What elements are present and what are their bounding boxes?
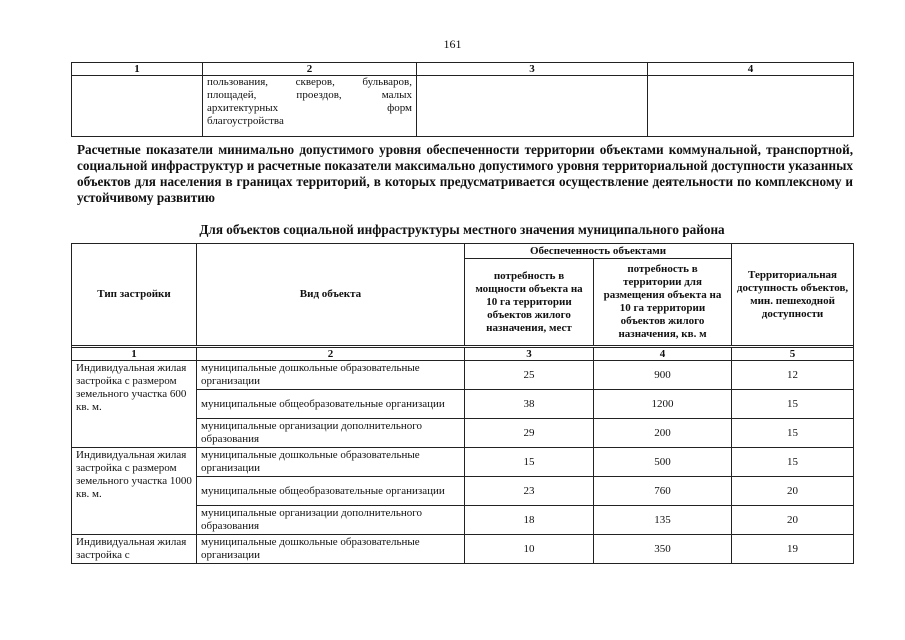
column-number: 3 — [465, 348, 594, 361]
section-heading: Расчетные показатели минимально допустимого уровня обеспеченности территории объектами коммунальной, транспортной, социальной инфраструктур и расчетные показатели максимально допустимого уровня территориальной доступности указанных объектов для населения в границах территорий, в которых предусматривается осуществление деятельности по комплексному и устойчивому развитию — [77, 142, 853, 205]
object-type-cell: муниципальные дошкольные образовательные организации — [197, 535, 465, 564]
capacity-cell: 10 — [465, 535, 594, 564]
area-cell: 200 — [594, 419, 732, 448]
continuation-table — [71, 62, 854, 137]
column-number-row — [72, 348, 854, 361]
column-number: 5 — [732, 348, 854, 361]
area-cell: 900 — [594, 361, 732, 390]
capacity-cell: 18 — [465, 506, 594, 535]
access-cell: 20 — [732, 477, 854, 506]
object-type-cell: муниципальные дошкольные образовательные организации — [197, 361, 465, 390]
header-access: Территориальная доступность объектов, мин. пешеходной доступности — [732, 244, 854, 346]
empty-cell — [417, 76, 648, 137]
text-line: архитектурных форм — [207, 102, 412, 114]
capacity-cell: 23 — [465, 477, 594, 506]
text-line: площадей, проездов, малых — [207, 89, 412, 101]
area-cell: 500 — [594, 448, 732, 477]
capacity-cell: 38 — [465, 390, 594, 419]
continuation-row — [72, 76, 854, 137]
table-row — [72, 448, 854, 477]
building-type-cell: Индивидуальная жилая застройка с — [72, 535, 197, 564]
column-number: 1 — [72, 63, 203, 76]
header-object: Вид объекта — [197, 244, 465, 346]
capacity-cell: 15 — [465, 448, 594, 477]
column-number: 4 — [648, 63, 854, 76]
text-line: пользования, скверов, бульваров, — [207, 76, 412, 88]
column-number: 2 — [197, 348, 465, 361]
access-cell: 15 — [732, 390, 854, 419]
area-cell: 350 — [594, 535, 732, 564]
building-type-cell: Индивидуальная жилая застройка с размером земельного участка 600 кв. м. — [72, 361, 197, 448]
table-title: Для объектов социальной инфраструктуры местного значения муниципального района — [199, 222, 725, 237]
column-number: 3 — [417, 63, 648, 76]
access-cell: 15 — [732, 448, 854, 477]
access-cell: 15 — [732, 419, 854, 448]
object-type-cell: муниципальные организации дополнительного образования — [197, 506, 465, 535]
header-capacity: потребность в мощности объекта на 10 га территории объектов жилого назначения, мест — [465, 259, 594, 346]
empty-cell — [648, 76, 854, 137]
text-line: благоустройства — [207, 115, 284, 127]
infrastructure-table — [71, 243, 854, 564]
access-cell: 12 — [732, 361, 854, 390]
column-number: 2 — [203, 63, 417, 76]
area-cell: 760 — [594, 477, 732, 506]
column-number: 1 — [72, 348, 197, 361]
column-number-row — [72, 63, 854, 76]
empty-cell — [72, 76, 203, 137]
capacity-cell: 25 — [465, 361, 594, 390]
table-row — [72, 535, 854, 564]
area-cell: 135 — [594, 506, 732, 535]
area-cell: 1200 — [594, 390, 732, 419]
object-type-cell: муниципальные общеобразовательные организации — [197, 390, 465, 419]
object-type-cell: муниципальные дошкольные образовательные организации — [197, 448, 465, 477]
continuation-text — [203, 76, 417, 137]
object-type-cell: муниципальные организации дополнительного образования — [197, 419, 465, 448]
page-number: 161 — [443, 37, 462, 51]
column-number: 4 — [594, 348, 732, 361]
access-cell: 19 — [732, 535, 854, 564]
building-type-cell: Индивидуальная жилая застройка с размером земельного участка 1000 кв. м. — [72, 448, 197, 535]
header-type: Тип застройки — [72, 244, 197, 346]
capacity-cell: 29 — [465, 419, 594, 448]
object-type-cell: муниципальные общеобразовательные организации — [197, 477, 465, 506]
header-area: потребность в территории для размещения объекта на 10 га территории объектов жилого назначения, кв. м — [594, 259, 732, 346]
table-row — [72, 361, 854, 390]
header-provision: Обеспеченность объектами — [465, 244, 732, 259]
access-cell: 20 — [732, 506, 854, 535]
